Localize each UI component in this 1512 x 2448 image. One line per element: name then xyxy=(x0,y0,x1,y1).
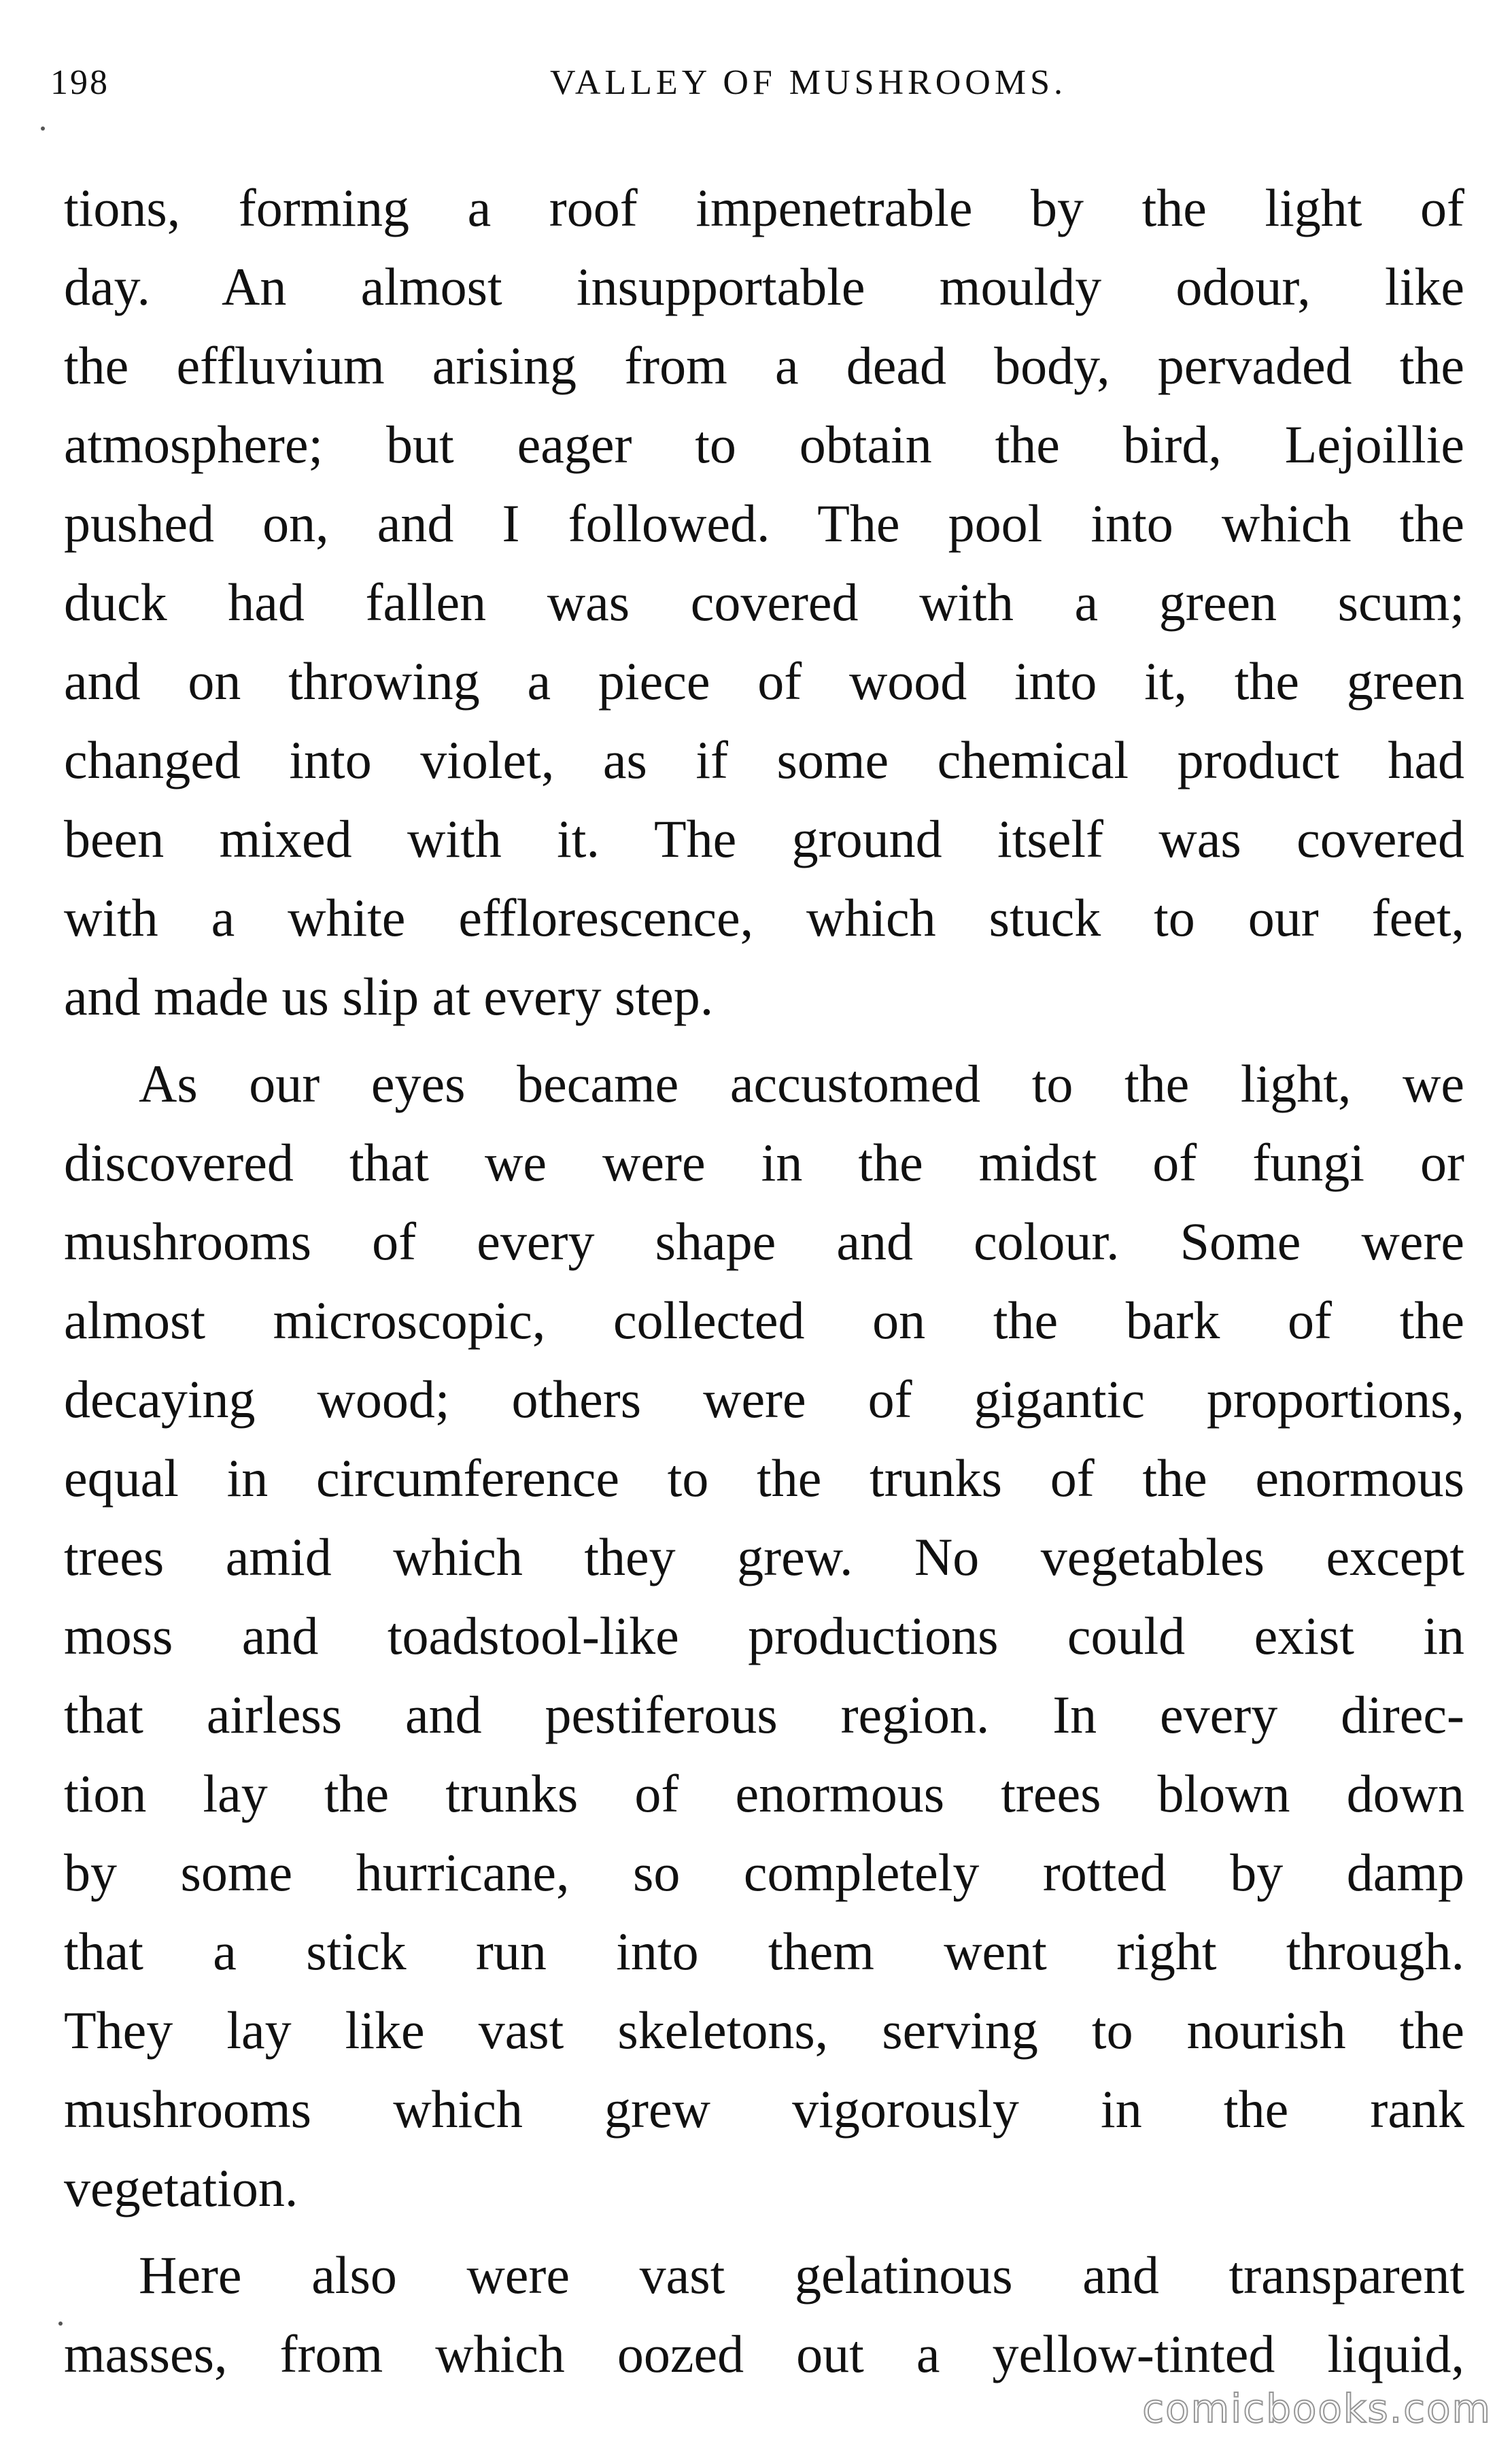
text-line: with a white efflorescence, which stuck to our feet, xyxy=(64,888,1464,947)
paragraph-2 xyxy=(64,1044,1464,2228)
text-line: tion lay the trunks of enormous trees blown down xyxy=(64,1764,1464,1823)
text-line: atmosphere; but eager to obtain the bird, Lejoillie xyxy=(64,415,1464,474)
text-line: mushrooms of every shape and colour. Some were xyxy=(64,1212,1464,1271)
text-line: and made us slip at every step. xyxy=(64,967,714,1026)
text-line: the effluvium arising from a dead body, pervaded the xyxy=(64,336,1464,395)
paragraph-1 xyxy=(64,169,1464,1036)
text-line: been mixed with it. The ground itself was covered xyxy=(64,809,1464,868)
text-line: moss and toadstool-like productions could exist in xyxy=(64,1606,1464,1665)
text-line: by some hurricane, so completely rotted by damp xyxy=(64,1843,1464,1902)
page-header xyxy=(50,63,1471,117)
text-line: almost microscopic, collected on the bark of the xyxy=(64,1291,1464,1350)
text-line: vegetation. xyxy=(64,2158,298,2217)
text-line: As our eyes became accustomed to the light, we xyxy=(139,1054,1464,1113)
text-line: equal in circumference to the trunks of the enormous xyxy=(64,1448,1464,1508)
text-line: pushed on, and I followed. The pool into which the xyxy=(64,494,1464,553)
print-speck xyxy=(58,2322,63,2326)
paragraph-gap xyxy=(64,2228,1464,2236)
text-line: trees amid which they grew. No vegetables except xyxy=(64,1527,1464,1586)
text-line: masses, from which oozed out a yellow-tinted liquid, xyxy=(64,2324,1464,2383)
text-line: tions, forming a roof impenetrable by the light of xyxy=(64,178,1464,237)
text-line: duck had fallen was covered with a green scum; xyxy=(64,573,1464,632)
running-title: VALLEY OF MUSHROOMS. xyxy=(550,63,1067,102)
watermark: comicbooks.com xyxy=(1142,2385,1492,2432)
paragraph-gap xyxy=(64,1036,1464,1044)
paragraph-3 xyxy=(64,2236,1464,2394)
text-line: changed into violet, as if some chemical product had xyxy=(64,730,1464,789)
text-line: mushrooms which grew vigorously in the rank xyxy=(64,2079,1464,2139)
text-line: decaying wood; others were of gigantic proportions, xyxy=(64,1370,1464,1429)
text-line: They lay like vast skeletons, serving to nourish the xyxy=(64,2001,1464,2060)
text-line: day. An almost insupportable mouldy odour, like xyxy=(64,257,1464,316)
page-number: 198 xyxy=(50,63,109,102)
text-line: that a stick run into them went right through. xyxy=(64,1922,1464,1981)
print-speck xyxy=(41,126,45,131)
text-line: discovered that we were in the midst of fungi or xyxy=(64,1133,1464,1192)
text-line: Here also were vast gelatinous and transparent xyxy=(139,2245,1464,2305)
text-line: and on throwing a piece of wood into it, the green xyxy=(64,651,1464,711)
text-line: that airless and pestiferous region. In every direc- xyxy=(64,1685,1464,1744)
body-text xyxy=(64,169,1464,2394)
